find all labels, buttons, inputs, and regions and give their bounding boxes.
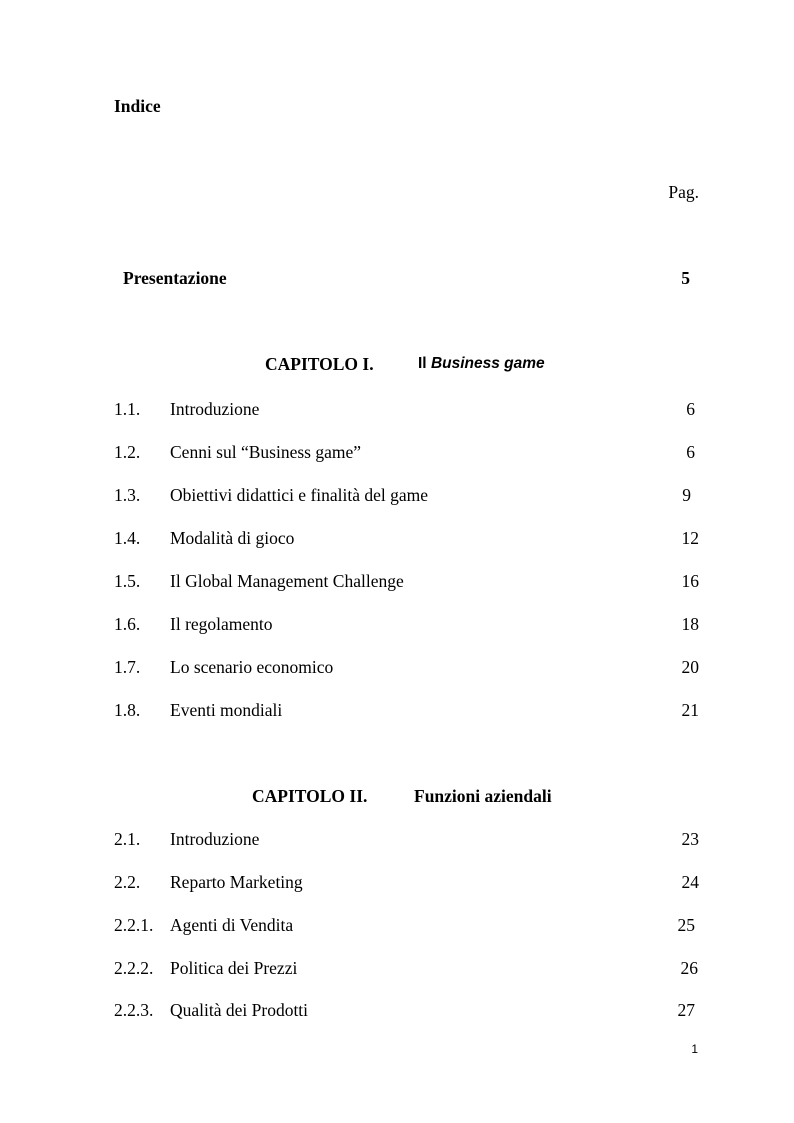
entry-number: 2.2.3. xyxy=(114,1000,154,1020)
entry-title: Agenti di Vendita xyxy=(170,915,294,935)
entry-number: 1.5. xyxy=(114,571,141,591)
chapter1-label: CAPITOLO I. xyxy=(265,354,374,374)
entry-number: 1.7. xyxy=(114,657,141,677)
entry-number: 1.4. xyxy=(114,528,141,548)
chapter1-title-prefix: Il xyxy=(418,355,427,372)
entry-title: Modalità di gioco xyxy=(170,528,295,548)
entry-title: Introduzione xyxy=(170,829,260,849)
entry-number: 1.3. xyxy=(114,485,141,505)
presentation-page: 5 xyxy=(681,268,690,288)
entry-number: 1.1. xyxy=(114,399,141,419)
page-column-label: Pag. xyxy=(668,182,699,202)
page-number: 1 xyxy=(691,1042,698,1056)
entry-page: 25 xyxy=(677,915,695,935)
chapter1-title xyxy=(418,353,545,375)
entry-number: 2.1. xyxy=(114,829,141,849)
entry-title: Il regolamento xyxy=(170,614,273,634)
entry-number: 1.2. xyxy=(114,442,141,462)
entry-title: Qualità dei Prodotti xyxy=(170,1000,309,1020)
entry-page: 18 xyxy=(681,614,699,634)
page-title: Indice xyxy=(114,96,161,116)
entry-number: 2.2. xyxy=(114,872,141,892)
entry-page: 6 xyxy=(686,442,695,462)
entry-page: 6 xyxy=(686,399,695,419)
entry-page: 21 xyxy=(681,700,699,720)
entry-page: 12 xyxy=(681,528,699,548)
entry-page: 24 xyxy=(681,872,699,892)
entry-title: Obiettivi didattici e finalità del game xyxy=(170,485,429,505)
entry-title: Reparto Marketing xyxy=(170,872,303,892)
chapter2-label: CAPITOLO II. xyxy=(252,786,368,806)
entry-number: 1.6. xyxy=(114,614,141,634)
entry-page: 23 xyxy=(681,829,699,849)
chapter2-title: Funzioni aziendali xyxy=(414,786,552,806)
entry-title: Il Global Management Challenge xyxy=(170,571,404,591)
entry-title: Eventi mondiali xyxy=(170,700,283,720)
entry-page: 26 xyxy=(680,958,698,978)
entry-number: 1.8. xyxy=(114,700,141,720)
chapter1-title-italic: Business game xyxy=(430,355,545,372)
entry-number: 2.2.2. xyxy=(114,958,154,978)
entry-title: Politica dei Prezzi xyxy=(170,958,298,978)
entry-page: 16 xyxy=(681,571,699,591)
entry-number: 2.2.1. xyxy=(114,915,154,935)
entry-title: Lo scenario economico xyxy=(170,657,334,677)
entry-page: 27 xyxy=(677,1000,695,1020)
entry-page: 9 xyxy=(682,485,691,505)
entry-title: Cenni sul “Business game” xyxy=(170,442,362,462)
entry-title: Introduzione xyxy=(170,399,260,419)
entry-page: 20 xyxy=(681,657,699,677)
presentation-title: Presentazione xyxy=(123,268,227,288)
